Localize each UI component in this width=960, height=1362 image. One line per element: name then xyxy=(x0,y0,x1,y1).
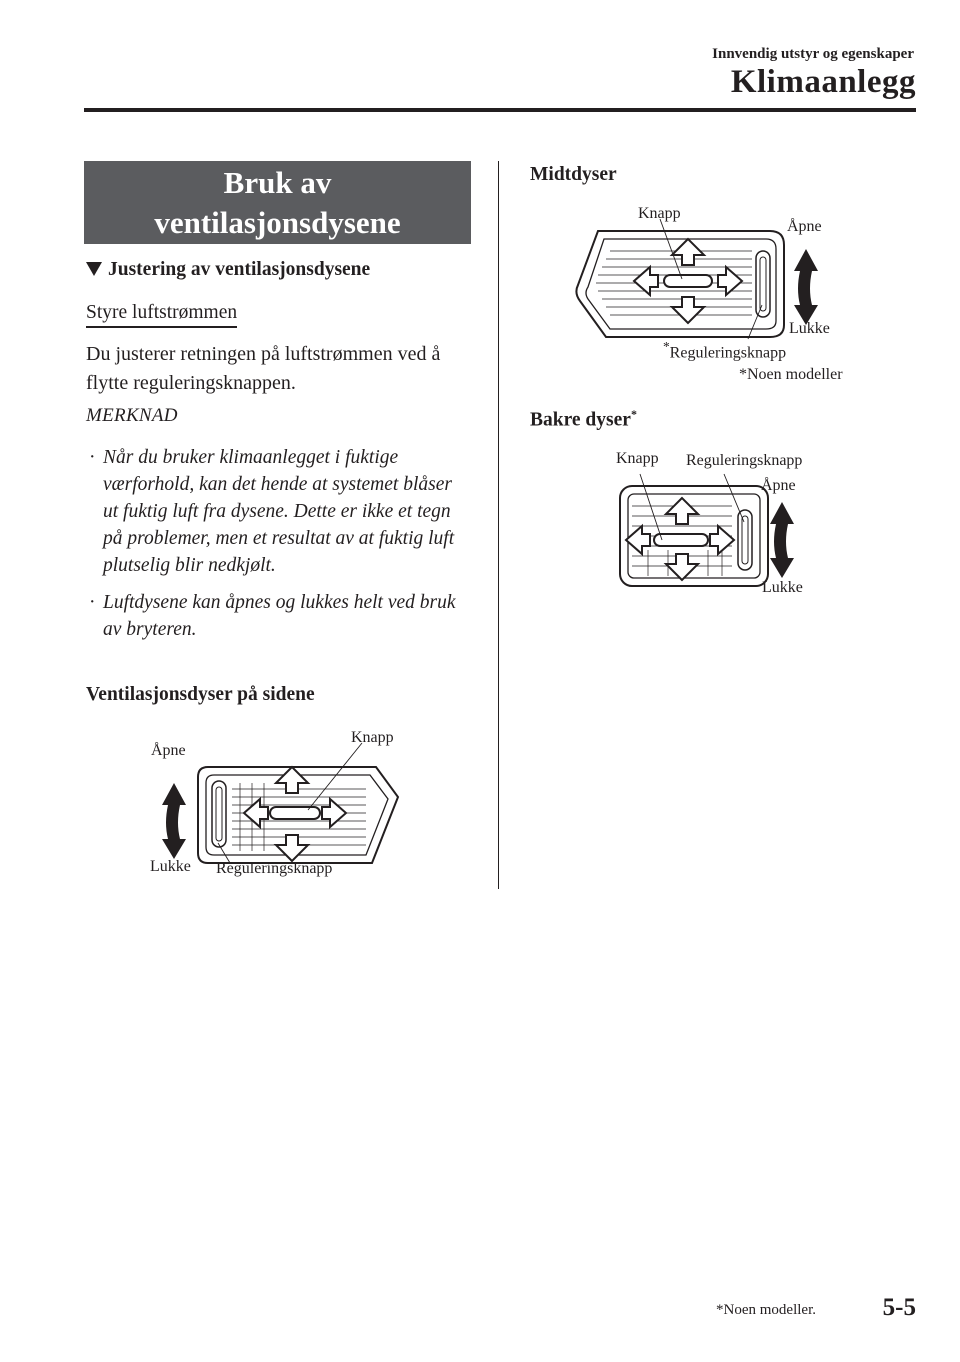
asterisk-mark: * xyxy=(663,339,670,354)
header-rule xyxy=(84,108,916,112)
footer-footnote: *Noen modeller. xyxy=(716,1302,816,1318)
rear-vent-knob-label: Knapp xyxy=(616,450,659,467)
rear-vent-close-label: Lukke xyxy=(762,579,803,596)
center-vent-arrows xyxy=(634,239,742,323)
center-vents-title: Midtdyser xyxy=(530,164,617,185)
center-vent-open-label: Åpne xyxy=(787,218,822,235)
center-vent-control-text: Reguleringsknapp xyxy=(669,344,787,362)
asterisk-mark: * xyxy=(630,407,637,421)
running-header-chapter: Klimaanlegg xyxy=(730,64,916,100)
column-divider xyxy=(498,161,499,889)
body-paragraph: Du justerer retningen på luftstrømmen ved å flytte reguleringsknappen. xyxy=(86,343,441,394)
side-vent-close-label: Lukke xyxy=(150,858,191,875)
running-header-section: Innvendig utstyr og egenskaper xyxy=(712,46,914,62)
note-text: Når du bruker klimaanlegget i fuktige værforhold, kan det hende at systemet blåser ut fuktig luft fra dysene. Dette er ikke et tegn på problemer, men et resultat av at fuktig luft plutselig blir nedkjølt. xyxy=(103,447,455,576)
side-vent-knob-label: Knapp xyxy=(351,729,394,746)
center-vent-close-label: Lukke xyxy=(789,320,830,337)
page-number: 5-5 xyxy=(882,1294,916,1321)
center-vent-knob-label: Knapp xyxy=(638,205,681,222)
side-vent-open-label: Åpne xyxy=(151,742,186,759)
note-item xyxy=(86,589,471,643)
bullet-icon: · xyxy=(89,447,96,468)
triangle-bullet-icon xyxy=(86,262,102,276)
side-vent-control-label: Reguleringsknapp xyxy=(216,860,333,877)
rear-vent-open-close-arrow xyxy=(770,502,794,578)
rear-vent-control-label: Reguleringsknapp xyxy=(686,452,803,469)
side-vents-title: Ventilasjonsdyser på sidene xyxy=(86,684,315,705)
note-text: Luftdysene kan åpnes og lukkes helt ved bruk av bryteren. xyxy=(103,592,456,640)
side-vent-open-close-arrow xyxy=(162,783,186,859)
rear-vents-title xyxy=(530,407,637,432)
section-title-line1: Bruk av xyxy=(223,165,332,200)
rear-vent-arrows xyxy=(626,498,734,580)
bullet-icon: · xyxy=(89,592,96,613)
underlined-heading: Styre luftstrømmen xyxy=(86,302,237,328)
note-item xyxy=(86,444,471,579)
rear-vents-title-text: Bakre dyser xyxy=(530,409,631,431)
center-vent-some-models-label: *Noen modeller xyxy=(739,366,843,383)
note-list xyxy=(86,444,471,653)
subheading-text: Justering av ventilasjonsdysene xyxy=(108,259,371,280)
center-vent-open-close-arrow xyxy=(794,249,818,325)
note-label: MERKNAD xyxy=(86,405,178,426)
section-title-box xyxy=(84,161,471,244)
side-vent-arrows xyxy=(244,767,346,861)
section-title-line2: ventilasjonsdysene xyxy=(154,205,401,240)
center-vent-control-label xyxy=(663,339,786,362)
rear-vent-open-label: Åpne xyxy=(761,477,796,494)
subheading xyxy=(86,259,370,281)
